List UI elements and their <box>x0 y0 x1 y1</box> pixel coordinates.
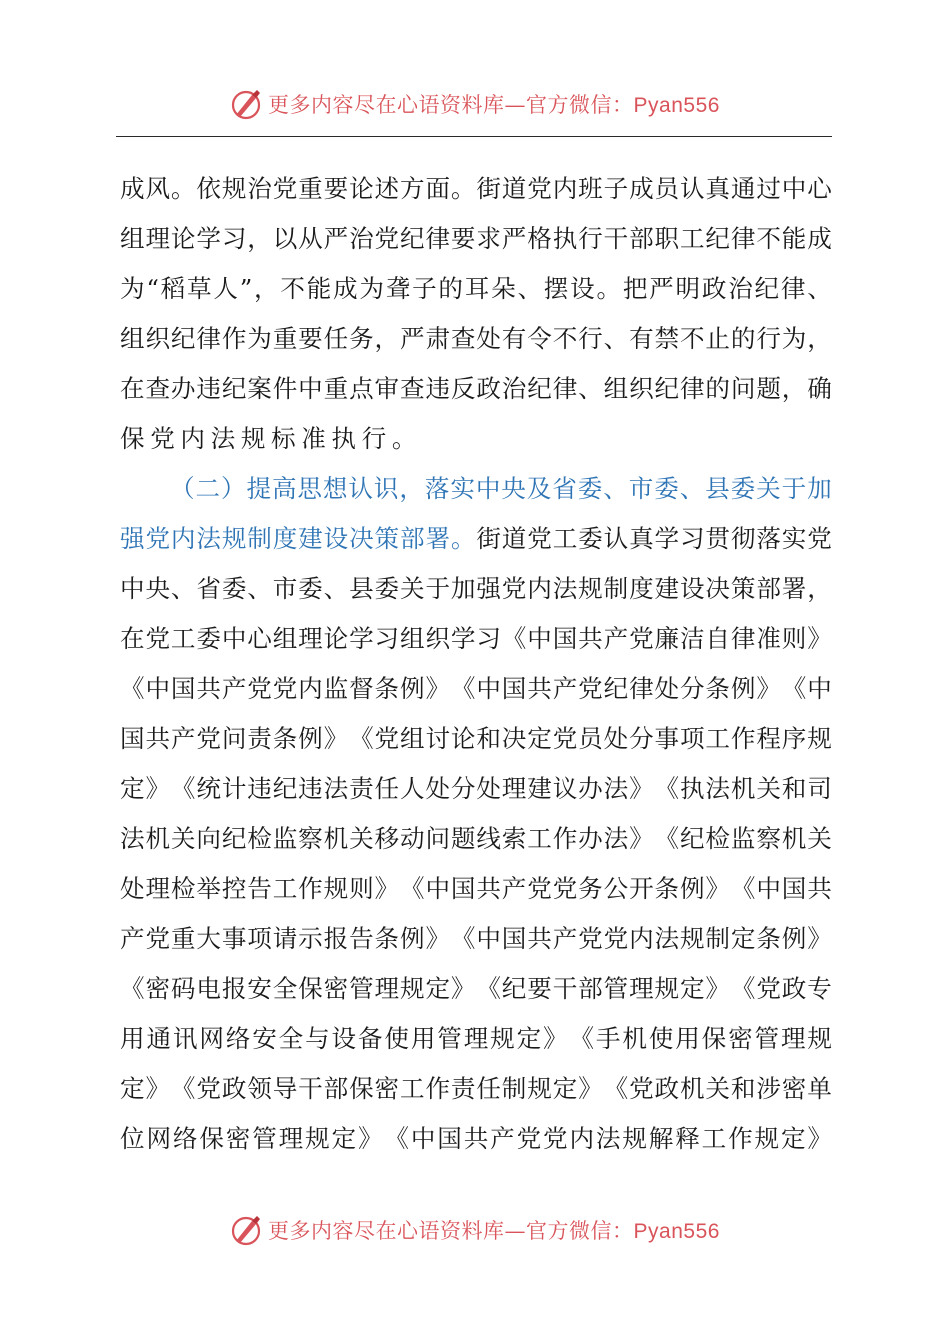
body-text-line: 成 风 。 依 规 治 党 重 要 论 述 方 面 。 街 道 党 内 班 子 成 员 认 真 通 过 中 心 <box>120 174 832 203</box>
pen-logo-icon <box>230 1213 264 1247</box>
body-text-line: 位 网 络 保 密 管 理 规 定 》 《 中 国 共 产 党 党 内 法 规 解 释 工 作 规 定 》 <box>120 1124 832 1153</box>
header-banner-text: 更多内容尽在心语资料库—官方微信：Pyan556 <box>268 93 720 117</box>
body-text-line: 组 织 纪 律 作 为 重 要 任 务 ， 严 肃 查 处 有 令 不 行 、 有 禁 不 止 的 行 为 ， <box>120 324 832 353</box>
body-text-line: 保 党 内 法 规 标 准 执 行 。 <box>120 424 417 453</box>
body-text-line: 《 中 国 共 产 党 党 内 监 督 条 例 》 《 中 国 共 产 党 纪 律 处 分 条 例 》 《 中 <box>120 674 832 703</box>
section-heading-line: 强 党 内 法 规 制 度 建 设 决 策 部 署 。 街 道 党 工 委 认 真 学 习 贯 彻 落 实 党 <box>120 524 832 553</box>
body-text-line: 用 通 讯 网 络 安 全 与 设 备 使 用 管 理 规 定 》 《 手 机 使 用 保 密 管 理 规 <box>120 1024 832 1053</box>
header-divider <box>116 136 832 137</box>
document-body <box>120 164 832 1164</box>
body-text-line: 在 查 办 违 纪 案 件 中 重 点 审 查 违 反 政 治 纪 律 、 组 织 纪 律 的 问 题 ， 确 <box>120 374 832 403</box>
body-text-line: 组 理 论 学 习 ， 以 从 严 治 党 纪 律 要 求 严 格 执 行 干 部 职 工 纪 律 不 能 成 <box>120 224 832 253</box>
footer-banner <box>0 1210 950 1250</box>
footer-banner-text: 更多内容尽在心语资料库—官方微信：Pyan556 <box>268 1219 720 1243</box>
body-text-line: 国 共 产 党 问 责 条 例 》 《 党 组 讨 论 和 决 定 党 员 处 分 事 项 工 作 程 序 规 <box>120 724 832 753</box>
body-text-line: 法 机 关 向 纪 检 监 察 机 关 移 动 问 题 线 索 工 作 办 法 》 《 纪 检 监 察 机 关 <box>120 824 832 853</box>
body-text-line: 处 理 检 举 控 告 工 作 规 则 》 《 中 国 共 产 党 党 务 公 开 条 例 》 《 中 国 共 <box>120 874 832 903</box>
body-text-line: 中 央 、 省 委 、 市 委 、 县 委 关 于 加 强 党 内 法 规 制 度 建 设 决 策 部 署 ， <box>120 574 832 603</box>
body-text-line: 《 密 码 电 报 安 全 保 密 管 理 规 定 》 《 纪 要 干 部 管 理 规 定 》 《 党 政 专 <box>120 974 832 1003</box>
body-text-line: 定 》 《 统 计 违 纪 违 法 责 任 人 处 分 处 理 建 议 办 法 》 《 执 法 机 关 和 司 <box>120 774 832 803</box>
body-text-line: 定 》 《 党 政 领 导 干 部 保 密 工 作 责 任 制 规 定 》 《 党 政 机 关 和 涉 密 单 <box>120 1074 832 1103</box>
pen-logo-icon <box>230 87 264 121</box>
section-heading-line: （ 二 ） 提 高 思 想 认 识 ， 落 实 中 央 及 省 委 、 市 委 、 县 委 关 于 加 <box>170 474 832 503</box>
body-text-line: 为 “ 稻 草 人 ” ， 不 能 成 为 聋 子 的 耳 朵 、 摆 设 。 把 严 明 政 治 纪 律 、 <box>120 274 832 303</box>
body-text-line: 产 党 重 大 事 项 请 示 报 告 条 例 》 《 中 国 共 产 党 党 内 法 规 制 定 条 例 》 <box>120 924 832 953</box>
header-banner <box>0 84 950 124</box>
body-text-line: 在 党 工 委 中 心 组 理 论 学 习 组 织 学 习 《 中 国 共 产 党 廉 洁 自 律 准 则 》 <box>120 624 832 653</box>
